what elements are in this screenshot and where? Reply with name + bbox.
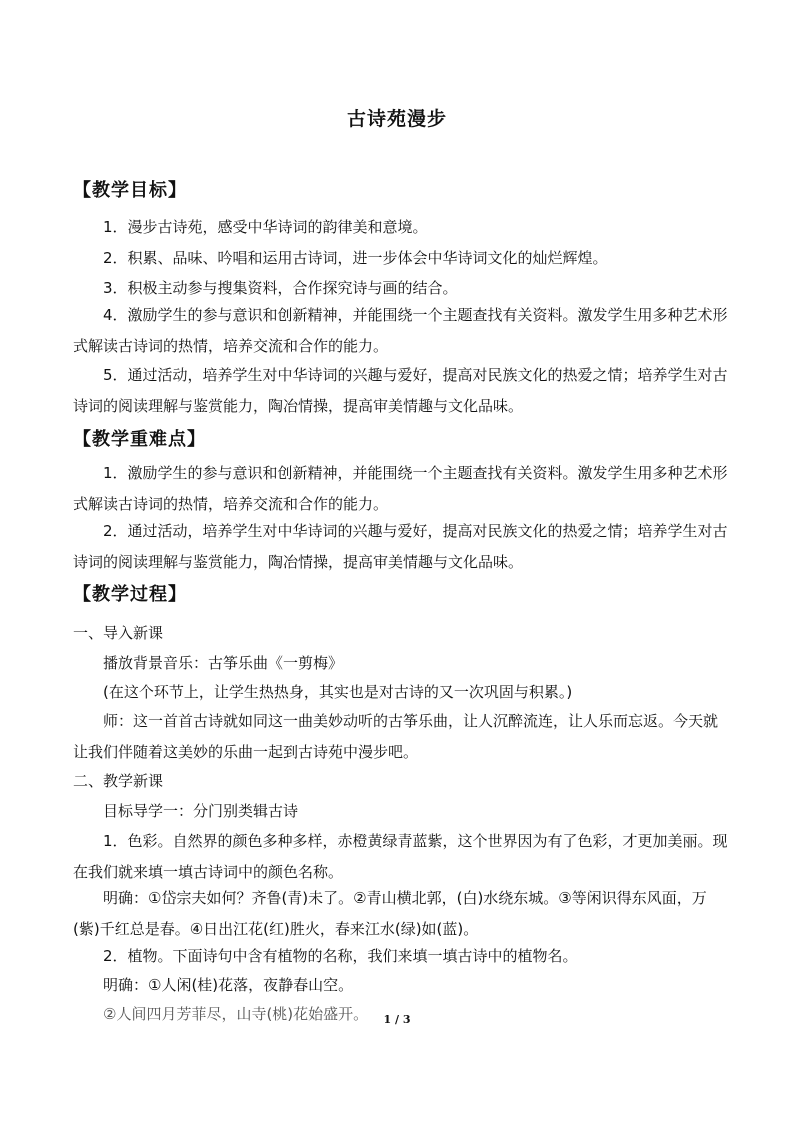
goal-item-3: 3．积极主动参与搜集资料，合作探究诗与画的结合。 [103, 279, 458, 297]
part1-music: 播放背景音乐：古筝乐曲《一剪梅》 [103, 654, 344, 672]
part1-teacher: 师：这一首首古诗就如同这一曲美妙动听的古筝乐曲，让人沉醉流连，让人乐而忘返。今天就让我们伴随着这美妙的乐曲一起到古诗苑中漫步吧。 [73, 712, 719, 761]
part1-title: 一、导入新课 [73, 624, 164, 642]
part2-title: 二、教学新课 [73, 772, 164, 790]
part2-goal: 目标导学一：分门别类辑古诗 [103, 802, 299, 820]
goal-item-4: 4．激励学生的参与意识和创新精神，并能围绕一个主题查找有关资料。激发学生用多种艺术形式解读古诗词的热情，培养交流和合作的能力。 [73, 306, 728, 355]
goal-item-5: 5．通过活动，培养学生对中华诗词的兴趣与爱好，提高对民族文化的热爱之情；培养学生对古诗词的阅读理解与鉴赏能力，陶冶情操，提高审美情趣与文化品味。 [73, 366, 728, 415]
part2-color: 1．色彩。自然界的颜色多种多样，赤橙黄绿青蓝紫，这个世界因为有了色彩，才更加美丽。现在我们就来填一填古诗词中的颜色名称。 [73, 832, 728, 881]
part2-plant-answer-2: ②人间四月芳菲尽，山寺(桃)花始盛开。 [103, 1005, 369, 1023]
key-point-item-2: 2．通过活动，培养学生对中华诗词的兴趣与爱好，提高对民族文化的热爱之情；培养学生对古诗词的阅读理解与鉴赏能力，陶冶情操，提高审美情趣与文化品味。 [73, 522, 728, 571]
goal-item-1: 1．漫步古诗苑，感受中华诗词的韵律美和意境。 [103, 218, 428, 236]
page-title: 古诗苑漫步 [346, 108, 447, 130]
key-points-heading: 【教学重难点】 [73, 429, 206, 450]
goals-heading: 【教学目标】 [73, 180, 187, 201]
page-number: 1 / 3 [383, 1013, 411, 1026]
part1-note: (在这个环节上，让学生热热身，其实也是对古诗的又一次巩固与积累。) [103, 683, 573, 701]
part2-plant: 2．植物。下面诗句中含有植物的名称，我们来填一填古诗中的植物名。 [103, 947, 578, 965]
process-heading: 【教学过程】 [73, 584, 187, 605]
goal-item-2: 2．积累、品味、吟唱和运用古诗词，进一步体会中华诗词文化的灿烂辉煌。 [103, 249, 608, 267]
key-point-item-1: 1．激励学生的参与意识和创新精神，并能围绕一个主题查找有关资料。激发学生用多种艺术形式解读古诗词的热情，培养交流和合作的能力。 [73, 464, 728, 513]
part2-color-answer: 明确：①岱宗夫如何？齐鲁(青)未了。②青山横北郭，(白)水绕东城。③等闲识得东风面，万(紫)千红总是春。④日出江花(红)胜火，春来江水(绿)如(蓝)。 [73, 889, 707, 938]
part2-plant-answer-1: 明确：①人闲(桂)花落，夜静春山空。 [103, 976, 354, 994]
